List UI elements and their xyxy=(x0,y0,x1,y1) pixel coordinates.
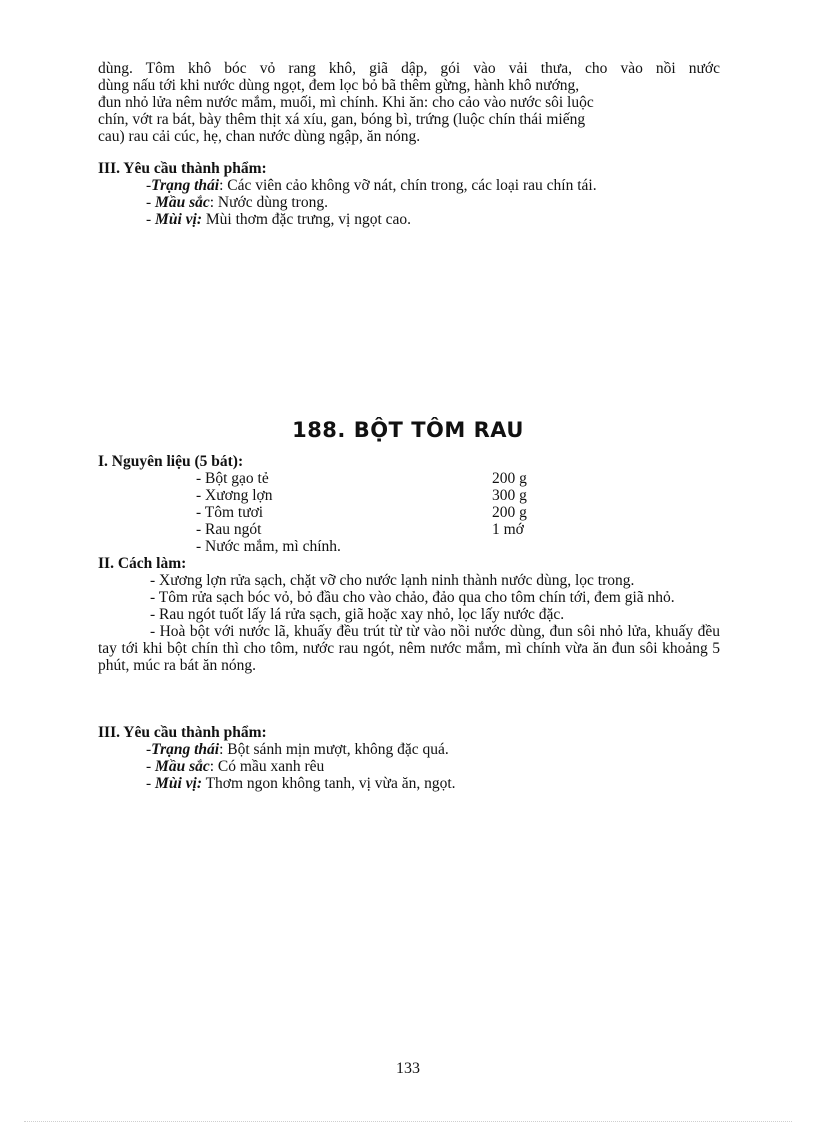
requirement-item: -Trạng thái: Bột sánh mịn mượt, không đặc quá. xyxy=(146,741,449,758)
paragraph-line: đun nhỏ lửa nêm nước mắm, muối, mì chính. Khi ăn: cho cảo vào nước sôi luộc xyxy=(98,94,594,111)
ingredients-heading-block xyxy=(98,453,720,470)
requirement-item: - Mùi vị: Mùi thơm đặc trưng, vị ngọt cao. xyxy=(146,211,412,228)
ingredient-quantity: 200 g xyxy=(492,504,527,521)
requirement-item: - Mùi vị: Thơm ngon không tanh, vị vừa ăn, ngọt. xyxy=(146,775,456,792)
requirement-label: Mùi vị: xyxy=(155,775,202,792)
page-number: 133 xyxy=(396,1060,420,1077)
requirement-label: Trạng thái xyxy=(151,741,220,758)
ingredient-quantity: 1 mớ xyxy=(492,521,524,538)
requirement-label: Mầu sắc xyxy=(155,758,210,775)
requirements-section-2 xyxy=(98,724,720,792)
paragraph-line: chín, vớt ra bát, bày thêm thịt xá xíu, gan, bóng bì, trứng (luộc chín thái miếng xyxy=(98,111,586,128)
section-heading: II. Cách làm: xyxy=(98,555,187,572)
ingredient-name: - Nước mắm, mì chính. xyxy=(196,538,341,555)
ingredient-quantity: 200 g xyxy=(492,470,527,487)
requirement-text: : Bột sánh mịn mượt, không đặc quá. xyxy=(219,741,449,758)
ingredient-name: - Rau ngót xyxy=(196,521,262,538)
requirement-text: : Các viên cảo không vỡ nát, chín trong, các loại rau chín tái. xyxy=(219,177,597,194)
paragraph-line: dùng nấu tới khi nước dùng ngọt, đem lọc bỏ bã thêm gừng, hành khô nướng, xyxy=(98,77,580,94)
method-step: - Xương lợn rửa sạch, chặt vỡ cho nước lạnh ninh thành nước dùng, lọc trong. xyxy=(150,572,635,589)
requirement-label: Mầu sắc xyxy=(155,194,210,211)
method-step: - Hoà bột với nước lã, khuấy đều trút từ từ vào nồi nước dùng, đun sôi nhỏ lửa, khuấy đều tay tới khi bột chín thì cho tôm, nước rau ngót, nêm nước mắm, mì chính vừa ăn đun sôi khoảng 5 phút, múc ra bát ăn nóng. xyxy=(98,623,720,674)
ingredient-quantity: 300 g xyxy=(492,487,527,504)
section-heading: I. Nguyên liệu (5 bát): xyxy=(98,453,244,470)
method-step: - Tôm rửa sạch bóc vỏ, bỏ đầu cho vào chảo, đảo qua cho tôm chín tới, đem giã nhỏ. xyxy=(150,589,675,606)
continuation-paragraph xyxy=(98,60,720,145)
ingredient-name: - Tôm tươi xyxy=(196,504,264,521)
bottom-divider xyxy=(24,1121,792,1122)
requirement-label: Mùi vị: xyxy=(155,211,202,228)
requirement-text: : Có mầu xanh rêu xyxy=(209,758,325,775)
method-section xyxy=(98,555,720,674)
paragraph-line: cau) rau cải cúc, hẹ, chan nước dùng ngập, ăn nóng. xyxy=(98,128,421,145)
requirement-text: Thơm ngon không tanh, vị vừa ăn, ngọt. xyxy=(201,775,456,792)
requirement-item: - Mầu sắc: Nước dùng trong. xyxy=(146,194,328,211)
requirements-section-1 xyxy=(98,160,720,228)
section-heading: III. Yêu cầu thành phẩm: xyxy=(98,724,267,741)
requirement-text: : Nước dùng trong. xyxy=(209,194,328,211)
ingredient-name: - Bột gạo tẻ xyxy=(196,470,269,487)
requirement-item: -Trạng thái: Các viên cảo không vỡ nát, chín trong, các loại rau chín tái. xyxy=(146,177,597,194)
ingredient-name: - Xương lợn xyxy=(196,487,273,504)
paragraph-line: dùng. Tôm khô bóc vỏ rang khô, giã dập, gói vào vải thưa, cho vào nồi nước xyxy=(98,60,720,77)
method-step: - Rau ngót tuốt lấy lá rửa sạch, giã hoặc xay nhỏ, lọc lấy nước đặc. xyxy=(150,606,565,623)
recipe-title: 188. BỘT TÔM RAU xyxy=(292,418,524,442)
requirement-item: - Mầu sắc: Có mầu xanh rêu xyxy=(146,758,325,775)
requirement-text: Mùi thơm đặc trưng, vị ngọt cao. xyxy=(201,211,412,228)
requirement-label: Trạng thái xyxy=(151,177,220,194)
section-heading: III. Yêu cầu thành phẩm: xyxy=(98,160,267,177)
